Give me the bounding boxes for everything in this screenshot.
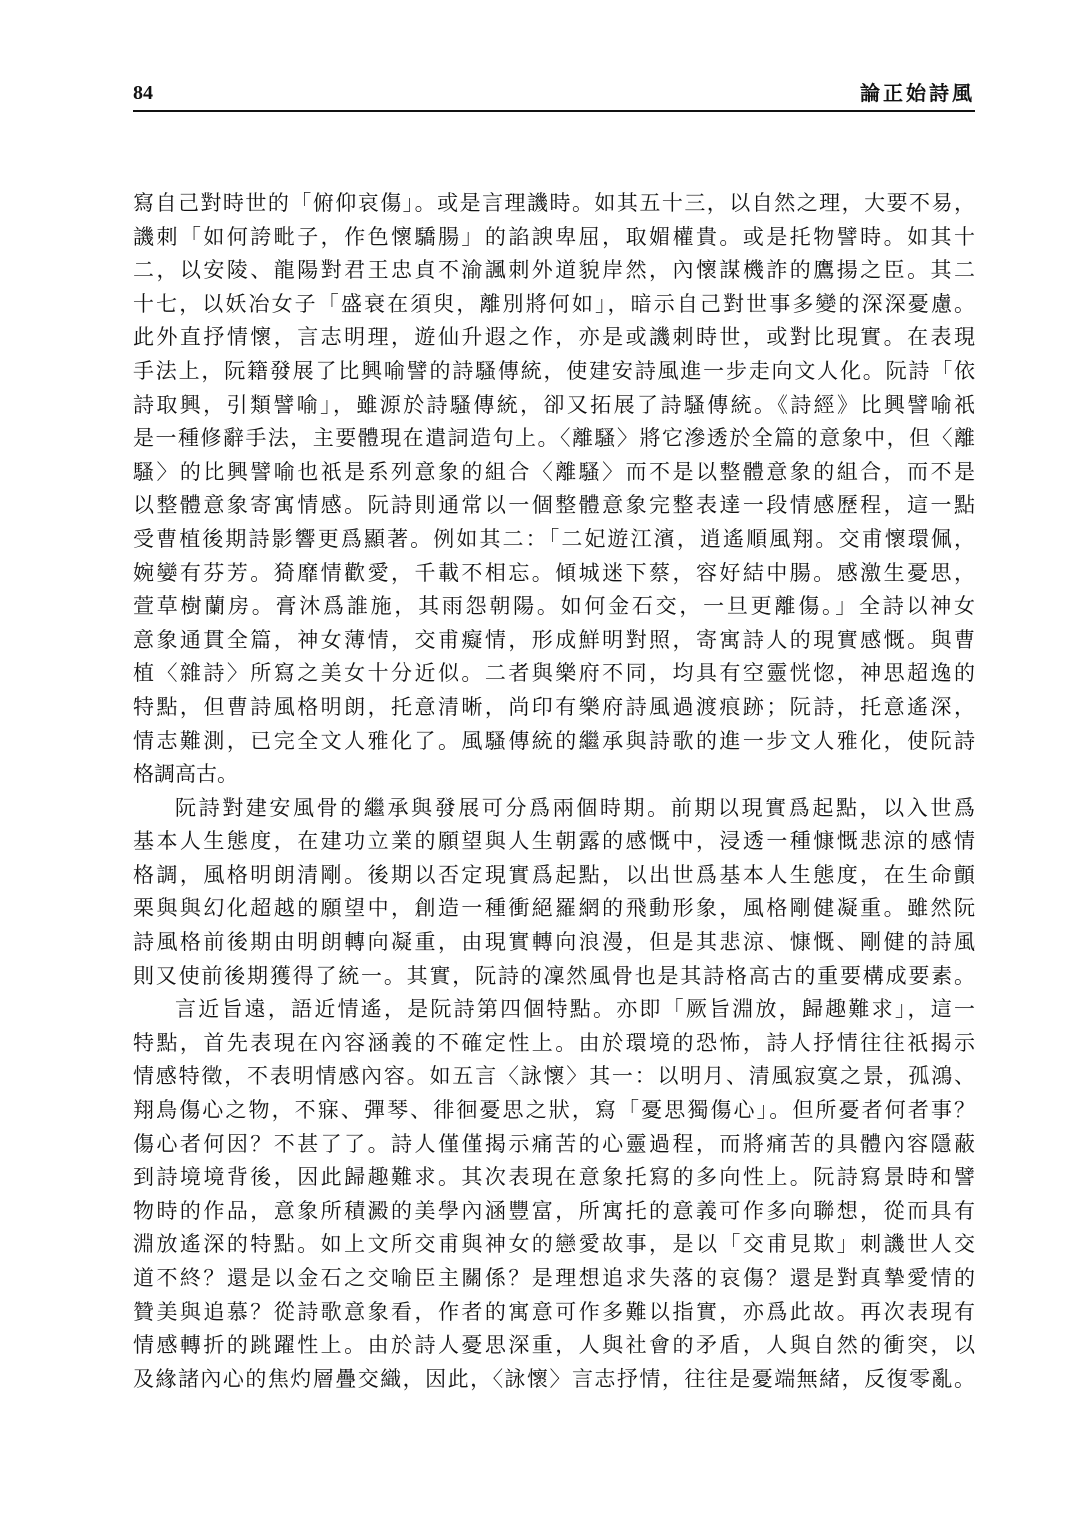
text-line: 情感轉折的跳躍性上。由於詩人憂思深重，人與社會的矛盾，人與自然的衝突，以 [133,1333,975,1358]
running-title: 論正始詩風 [860,81,975,105]
page-header [133,80,975,106]
text-line: 翔鳥傷心之物，不寐、彈琴、徘徊憂思之狀，寫「憂思獨傷心」。但所憂者何者事？ [133,1098,975,1123]
text-line: 意象通貫全篇，神女薄情，交甫癡情，形成鮮明對照，寄寓詩人的現實感慨。與曹 [133,627,975,652]
text-line: 萱草樹蘭房。膏沐爲誰施，其雨怨朝陽。如何金石交，一旦更離傷。」全詩以神女 [133,594,975,619]
paragraph-2 [133,792,975,994]
text-line: 譏刺「如何誇毗子，作色懷驕腸」的諂諛卑屈，取媚權貴。或是托物譬時。如其十 [133,224,975,249]
text-line: 特點，首先表現在內容涵義的不確定性上。由於環境的恐怖，詩人抒情往往祇揭示 [133,1030,975,1055]
body-text [133,187,975,1396]
text-line: 傷心者何因？不甚了了。詩人僅僅揭示痛苦的心靈過程，而將痛苦的具體內容隱蔽 [133,1131,975,1156]
text-line: 植〈雜詩〉所寫之美女十分近似。二者與樂府不同，均具有空靈恍惚，神思超逸的 [133,661,975,686]
text-line: 詩取興，引類譬喻」，雖源於詩騷傳統，卻又拓展了詩騷傳統。《詩經》比興譬喻祇 [133,392,975,417]
text-line: 婉孌有芬芳。猗靡情歡愛，千載不相忘。傾城迷下蔡，容好結中腸。感激生憂思， [133,560,975,585]
text-line: 栗與與幻化超越的願望中，創造一種衝絕羅網的飛動形象，風格剛健凝重。雖然阮 [133,896,975,921]
header-rule [133,110,975,112]
text-line: 物時的作品，意象所積澱的美學內涵豐富，所寓托的意義可作多向聯想，從而具有 [133,1198,975,1223]
text-line: 詩風格前後期由明朗轉向凝重，由現實轉向浪漫，但是其悲涼、慷慨、剛健的詩風 [133,930,975,955]
text-line: 此外直抒情懷，言志明理，遊仙升遐之作，亦是或譏刺時世，或對比現實。在表現 [133,325,975,350]
text-line: 言近旨遠，語近情遙，是阮詩第四個特點。亦即「厥旨淵放，歸趣難求」，這一 [175,997,975,1022]
text-line: 寫自己對時世的「俯仰哀傷」。或是言理譏時。如其五十三，以自然之理，大要不易， [133,191,975,215]
text-line: 十七，以妖冶女子「盛衰在須臾，離別將何如」，暗示自己對世事多變的深深憂慮。 [133,291,975,316]
text-line: 及緣諸內心的焦灼層疊交織，因此，〈詠懷〉言志抒情，往往是憂端無緒，反復零亂。 [133,1366,975,1391]
text-line: 到詩境境背後，因此歸趣難求。其次表現在意象托寫的多向性上。阮詩寫景時和譬 [133,1165,975,1190]
text-line: 騷〉的比興譬喻也祇是系列意象的組合〈離騷〉而不是以整體意象的組合，而不是 [133,459,975,484]
text-line: 格調，風格明朗清剛。後期以否定現實爲起點，以出世爲基本人生態度，在生命顫 [133,862,975,887]
text-line: 情志難測，已完全文人雅化了。風騷傳統的繼承與詩歌的進一步文人雅化，使阮詩 [133,728,975,753]
text-line: 特點，但曹詩風格明朗，托意清晰，尚印有樂府詩風過渡痕跡；阮詩，托意遙深， [133,694,975,719]
page-number: 84 [133,82,153,104]
text-line: 以整體意象寄寓情感。阮詩則通常以一個整體意象完整表達一段情感歷程，這一點 [133,493,975,518]
text-line: 贊美與追慕？從詩歌意象看，作者的寓意可作多難以指實，亦爲此故。再次表現有 [133,1299,975,1324]
text-line: 淵放遙深的特點。如上文所交甫與神女的戀愛故事，是以「交甫見欺」刺譏世人交 [133,1232,975,1257]
paragraph-1 [133,187,975,792]
text-line: 阮詩對建安風骨的繼承與發展可分爲兩個時期。前期以現實爲起點，以入世爲 [175,795,975,820]
paragraph-3 [133,993,975,1396]
text-line: 是一種修辭手法，主要體現在遣詞造句上。〈離騷〉將它滲透於全篇的意象中，但〈離 [133,426,975,451]
text-line: 則又使前後期獲得了統一。其實，阮詩的凜然風骨也是其詩格高古的重要構成要素。 [133,963,975,988]
text-line: 情感特徵，不表明情感內容。如五言〈詠懷〉其一：以明月、清風寂寞之景，孤鴻、 [133,1064,975,1089]
text-line: 二，以安陵、龍陽對君王忠貞不渝諷刺外道貌岸然，內懷謀機詐的鷹揚之臣。其二 [133,258,975,283]
text-line: 基本人生態度，在建功立業的願望與人生朝露的感慨中，浸透一種慷慨悲涼的感情 [133,829,975,854]
text-line: 受曹植後期詩影響更爲顯著。例如其二：「二妃遊江濱，逍遙順風翔。交甫懷環佩， [133,526,975,551]
text-line: 手法上，阮籍發展了比興喻譬的詩騷傳統，使建安詩風進一步走向文人化。阮詩「依 [133,358,975,383]
text-line: 道不終？還是以金石之交喻臣主關係？是理想追求失落的哀傷？還是對真摯愛情的 [133,1266,975,1290]
text-line: 格調高古。 [133,762,238,787]
